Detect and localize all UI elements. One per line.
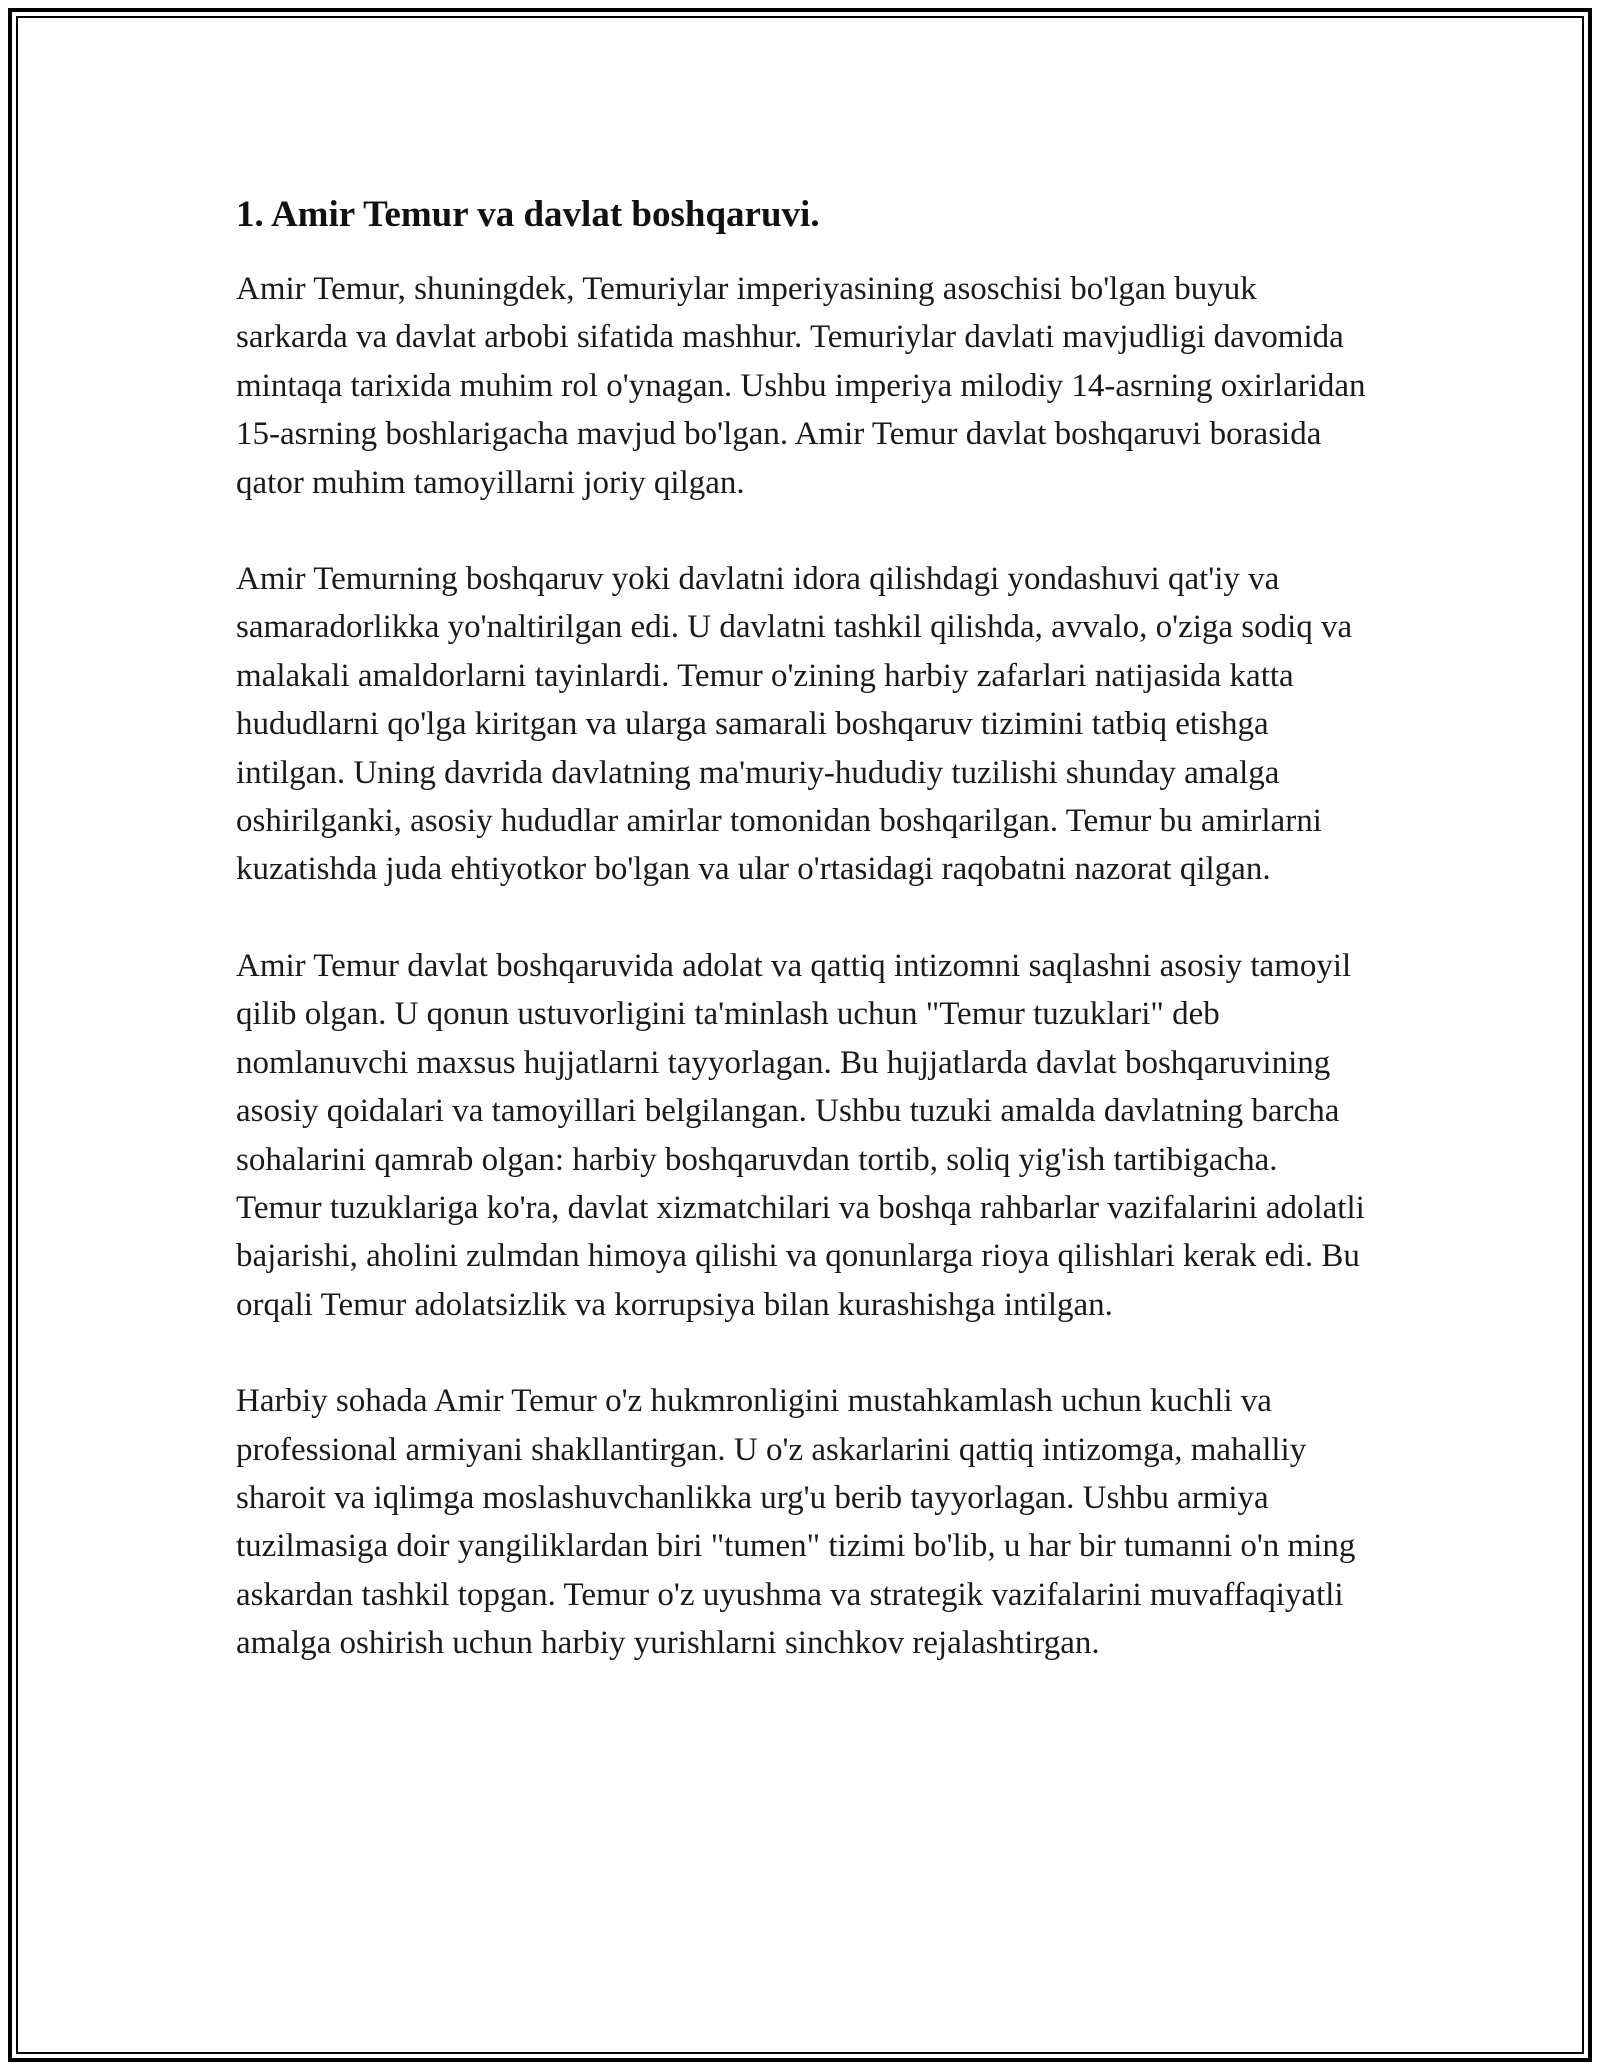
document-body [236, 185, 1366, 1716]
paragraph-military: Harbiy sohada Amir Temur o'z hukmronligini mustahkamlash uchun kuchli va professional armiyani shakllantirgan. U o'z askarlarini qattiq intizomga, mahalliy sharoit va iqlimga moslashuvchanlikka urg'u berib tayyorlagan. Ushbu armiya tuzilmasiga doir yangiliklardan biri "tumen" tizimi bo'lib, u har bir tumanni o'n ming askardan tashkil topgan. Temur o'z uyushma va strategik vazifalarini muvaffaqiyatli amalga oshirish uchun harbiy yurishlarni sinchkov rejalashtirgan. [236, 1383, 1356, 1662]
section-heading: 1. Amir Temur va davlat boshqaruvi. [236, 194, 820, 235]
paragraph-justice-discipline: Amir Temur davlat boshqaruvida adolat va qattiq intizomni saqlashni asosiy tamoyil qilib olgan. U qonun ustuvorligini ta'minlash uchun "Temur tuzuklari" deb nomlanuvchi maxsus hujjatlarni tayyorlagan. Bu hujjatlarda davlat boshqaruvining asosiy qoidalari va tamoyillari belgilangan. Ushbu tuzuki amalda davlatning barcha sohalarini qamrab olgan: harbiy boshqaruvdan tortib, soliq yig'ish tartibigacha. Temur tuzuklariga ko'ra, davlat xizmatchilari va boshqa rahbarlar vazifalarini adolatli bajarishi, aholini zulmdan himoya qilishi va qonunlarga rioya qilishlari kerak edi. Bu orqali Temur adolatsizlik va korrupsiya bilan kurashishga intilgan. [236, 947, 1365, 1323]
paragraph-governance-approach: Amir Temurning boshqaruv yoki davlatni idora qilishdagi yondashuvi qat'iy va samaradorlikka yo'naltirilgan edi. U davlatni tashkil qilishda, avvalo, o'ziga sodiq va malakali amaldorlarni tayinlardi. Temur o'zining harbiy zafarlari natijasida katta hududlarni qo'lga kiritgan va ularga samarali boshqaruv tizimini tatbiq etishga intilgan. Uning davrida davlatning ma'muriy-hududiy tuzilishi shunday amalga oshirilganki, asosiy hududlar amirlar tomonidan boshqarilgan. Temur bu amirlarni kuzatishda juda ehtiyotkor bo'lgan va ular o'rtasidagi raqobatni nazorat qilgan. [236, 561, 1353, 888]
paragraph-intro: Amir Temur, shuningdek, Temuriylar imperiyasining asoschisi bo'lgan buyuk sarkarda va davlat arbobi sifatida mashhur. Temuriylar davlati mavjudligi davomida mintaqa tarixida muhim rol o'ynagan. Ushbu imperiya milodiy 14-asrning oxirlaridan 15-asrning boshlarigacha mavjud bo'lgan. Amir Temur davlat boshqaruvi borasida qator muhim tamoyillarni joriy qilgan. [236, 271, 1366, 501]
